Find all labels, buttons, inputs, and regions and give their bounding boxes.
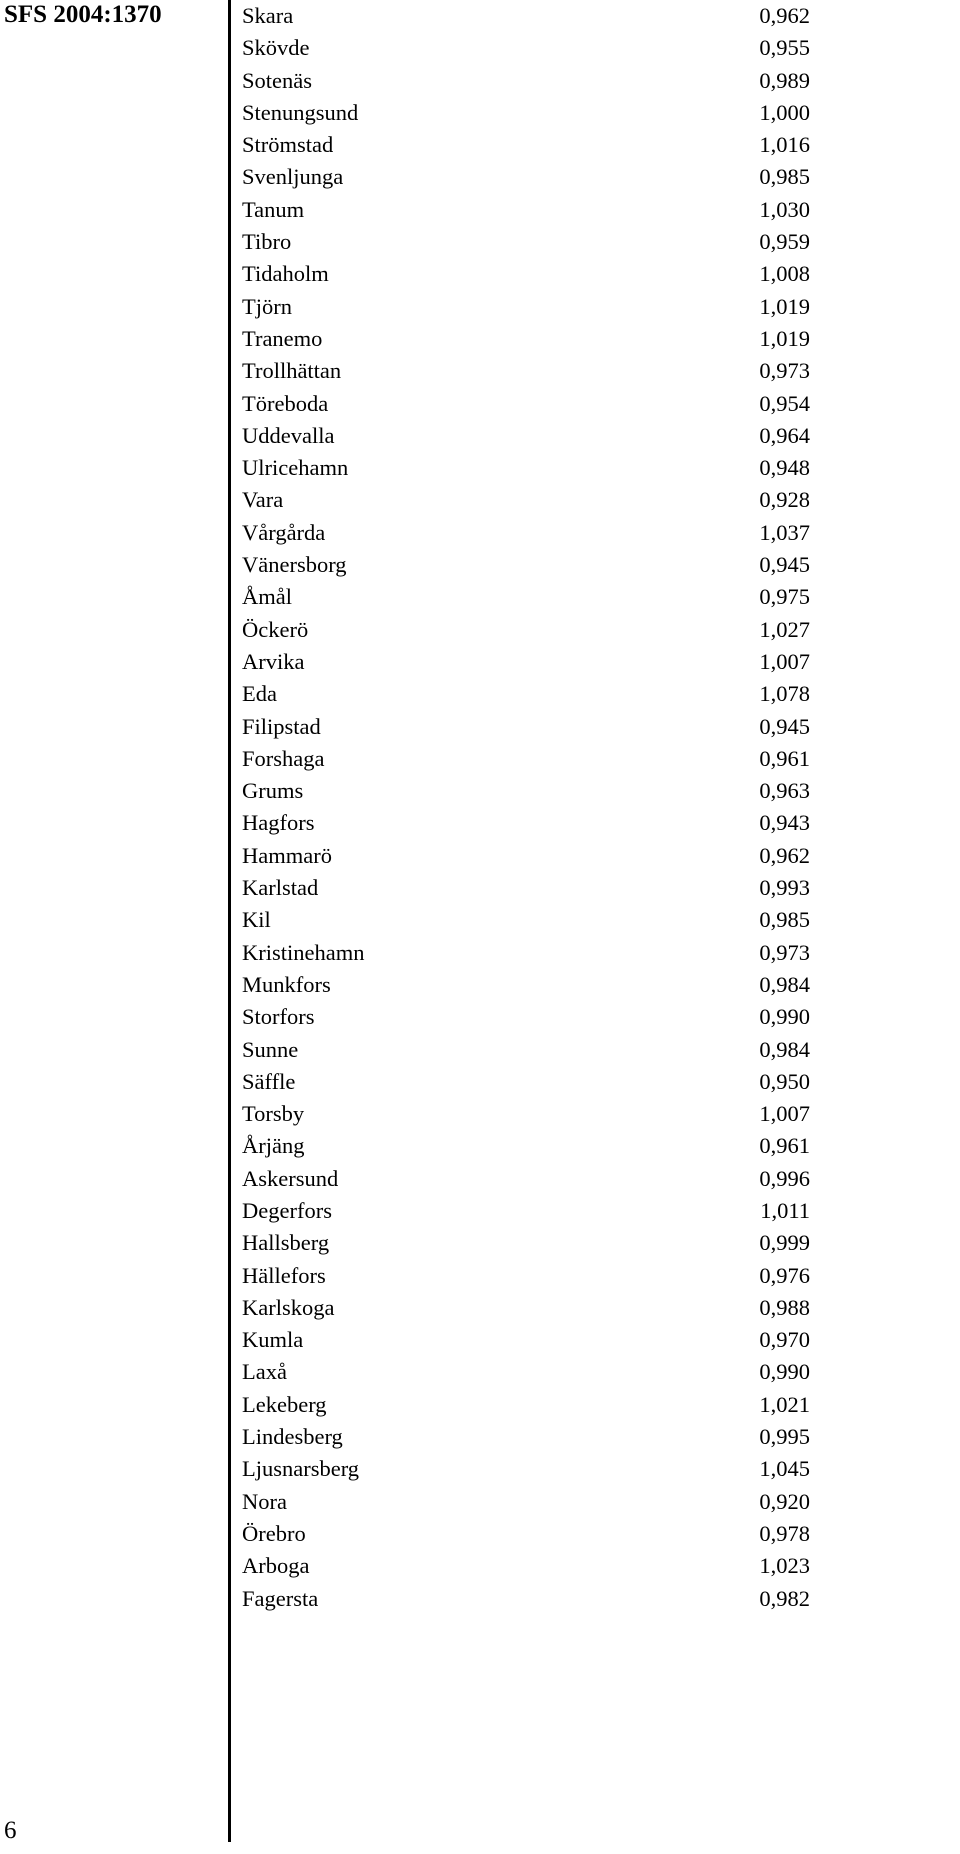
table-row <box>242 454 810 486</box>
municipality-value: 0,950 <box>759 1068 810 1094</box>
table-row <box>242 260 810 292</box>
municipality-name: Hällefors <box>242 1262 326 1288</box>
municipality-value: 1,045 <box>759 1456 810 1482</box>
municipality-name: Nora <box>242 1488 287 1514</box>
municipality-name: Vänersborg <box>242 552 347 578</box>
table-row <box>242 1585 810 1617</box>
table-row <box>242 1036 810 1068</box>
municipality-name: Säffle <box>242 1068 296 1094</box>
municipality-value: 1,008 <box>759 261 810 287</box>
municipality-value: 1,078 <box>759 681 810 707</box>
municipality-name: Tanum <box>242 196 305 222</box>
municipality-name: Stenungsund <box>242 99 359 125</box>
table-row <box>242 1165 810 1197</box>
municipality-value: 0,990 <box>759 1359 810 1385</box>
municipality-name: Grums <box>242 778 304 804</box>
municipality-name: Uddevalla <box>242 422 335 448</box>
municipality-value: 0,961 <box>759 1133 810 1159</box>
municipality-value: 0,982 <box>759 1585 810 1611</box>
municipality-name: Hallsberg <box>242 1230 330 1256</box>
table-row <box>242 422 810 454</box>
municipality-name: Arvika <box>242 648 305 674</box>
municipality-value: 0,955 <box>759 35 810 61</box>
municipality-value: 1,000 <box>759 99 810 125</box>
table-row <box>242 1132 810 1164</box>
municipality-name: Skövde <box>242 35 310 61</box>
municipality-value: 1,007 <box>759 1101 810 1127</box>
municipality-name: Lindesberg <box>242 1424 343 1450</box>
table-row <box>242 519 810 551</box>
municipality-name: Eda <box>242 681 277 707</box>
municipality-name: Askersund <box>242 1165 339 1191</box>
table-row <box>242 648 810 680</box>
municipality-value: 0,948 <box>759 455 810 481</box>
municipality-name: Torsby <box>242 1101 305 1127</box>
municipality-name: Karlstad <box>242 875 319 901</box>
municipality-value: 0,928 <box>759 487 810 513</box>
table-row <box>242 390 810 422</box>
municipality-value: 0,978 <box>759 1520 810 1546</box>
table-row <box>242 293 810 325</box>
municipality-name: Vara <box>242 487 284 513</box>
table-row <box>242 1552 810 1584</box>
municipality-value: 1,037 <box>759 519 810 545</box>
municipality-value: 0,959 <box>759 229 810 255</box>
municipality-name: Åmål <box>242 584 292 610</box>
table-row <box>242 163 810 195</box>
table-row <box>242 1294 810 1326</box>
municipality-value: 1,030 <box>759 196 810 222</box>
table-row <box>242 1197 810 1229</box>
municipality-name: Årjäng <box>242 1133 305 1159</box>
municipality-value: 0,988 <box>759 1294 810 1320</box>
municipality-name: Töreboda <box>242 390 329 416</box>
municipality-value: 0,996 <box>759 1165 810 1191</box>
municipality-value: 0,985 <box>759 907 810 933</box>
municipality-name: Storfors <box>242 1004 315 1030</box>
municipality-name: Tibro <box>242 229 292 255</box>
table-row <box>242 131 810 163</box>
table-row <box>242 713 810 745</box>
municipality-value: 0,954 <box>759 390 810 416</box>
table-row <box>242 1423 810 1455</box>
municipality-value: 0,976 <box>759 1262 810 1288</box>
table-row <box>242 777 810 809</box>
municipality-value: 0,975 <box>759 584 810 610</box>
table-row <box>242 680 810 712</box>
municipality-value: 1,023 <box>759 1553 810 1579</box>
municipality-table <box>242 2 810 1617</box>
municipality-value: 0,973 <box>759 939 810 965</box>
table-row <box>242 874 810 906</box>
municipality-name: Kristinehamn <box>242 939 365 965</box>
table-row <box>242 228 810 260</box>
municipality-name: Örebro <box>242 1520 306 1546</box>
municipality-name: Hammarö <box>242 842 332 868</box>
municipality-name: Kumla <box>242 1327 304 1353</box>
table-row <box>242 1100 810 1132</box>
municipality-value: 0,995 <box>759 1424 810 1450</box>
table-row <box>242 939 810 971</box>
municipality-value: 0,984 <box>759 971 810 997</box>
municipality-name: Ljusnarsberg <box>242 1456 360 1482</box>
municipality-value: 1,027 <box>759 616 810 642</box>
municipality-name: Filipstad <box>242 713 321 739</box>
table-row <box>242 1068 810 1100</box>
table-row <box>242 551 810 583</box>
table-row <box>242 842 810 874</box>
municipality-value: 0,990 <box>759 1004 810 1030</box>
page-number: 6 <box>4 1817 17 1844</box>
municipality-value: 0,973 <box>759 358 810 384</box>
municipality-value: 0,999 <box>759 1230 810 1256</box>
municipality-value: 1,021 <box>759 1391 810 1417</box>
municipality-name: Lekeberg <box>242 1391 327 1417</box>
table-row <box>242 357 810 389</box>
municipality-name: Ulricehamn <box>242 455 349 481</box>
municipality-name: Degerfors <box>242 1197 332 1223</box>
table-row <box>242 1520 810 1552</box>
municipality-value: 1,016 <box>759 132 810 158</box>
table-row <box>242 583 810 615</box>
municipality-value: 0,970 <box>759 1327 810 1353</box>
municipality-value: 1,019 <box>759 325 810 351</box>
municipality-name: Hagfors <box>242 810 315 836</box>
table-row <box>242 1003 810 1035</box>
table-row <box>242 616 810 648</box>
municipality-value: 0,962 <box>759 3 810 28</box>
municipality-name: Öckerö <box>242 616 309 642</box>
municipality-value: 0,963 <box>759 778 810 804</box>
table-row <box>242 809 810 841</box>
municipality-value: 0,962 <box>759 842 810 868</box>
table-row <box>242 1358 810 1390</box>
table-row <box>242 745 810 777</box>
municipality-value: 0,993 <box>759 875 810 901</box>
municipality-value: 0,964 <box>759 422 810 448</box>
municipality-name: Karlskoga <box>242 1294 335 1320</box>
table-row <box>242 2 810 34</box>
table-row <box>242 1262 810 1294</box>
table-row <box>242 486 810 518</box>
table-row <box>242 67 810 99</box>
table-row <box>242 34 810 66</box>
table-row <box>242 1229 810 1261</box>
table-row <box>242 971 810 1003</box>
municipality-name: Trollhättan <box>242 358 342 384</box>
vertical-divider <box>228 0 231 1842</box>
municipality-value: 1,011 <box>760 1197 810 1223</box>
municipality-value: 0,989 <box>759 67 810 93</box>
municipality-value: 1,019 <box>759 293 810 319</box>
municipality-name: Tidaholm <box>242 261 329 287</box>
municipality-name: Svenljunga <box>242 164 344 190</box>
municipality-value: 0,920 <box>759 1488 810 1514</box>
sfs-number-header: SFS 2004:1370 <box>4 1 162 28</box>
table-row <box>242 1488 810 1520</box>
municipality-name: Sotenäs <box>242 67 312 93</box>
municipality-value: 0,984 <box>759 1036 810 1062</box>
municipality-value: 0,943 <box>759 810 810 836</box>
municipality-value: 1,007 <box>759 648 810 674</box>
municipality-name: Tranemo <box>242 325 323 351</box>
municipality-value: 0,961 <box>759 745 810 771</box>
municipality-name: Arboga <box>242 1553 310 1579</box>
municipality-name: Munkfors <box>242 971 331 997</box>
table-row <box>242 1326 810 1358</box>
municipality-name: Laxå <box>242 1359 287 1385</box>
table-row <box>242 325 810 357</box>
municipality-value: 0,945 <box>759 552 810 578</box>
municipality-name: Fagersta <box>242 1585 319 1611</box>
municipality-name: Kil <box>242 907 271 933</box>
table-row <box>242 196 810 228</box>
municipality-name: Forshaga <box>242 745 325 771</box>
municipality-value: 0,985 <box>759 164 810 190</box>
municipality-name: Skara <box>242 3 294 28</box>
table-row <box>242 906 810 938</box>
municipality-name: Strömstad <box>242 132 334 158</box>
table-row <box>242 1455 810 1487</box>
municipality-value: 0,945 <box>759 713 810 739</box>
municipality-name: Tjörn <box>242 293 292 319</box>
table-row <box>242 99 810 131</box>
municipality-name: Sunne <box>242 1036 299 1062</box>
table-row <box>242 1391 810 1423</box>
municipality-name: Vårgårda <box>242 519 326 545</box>
